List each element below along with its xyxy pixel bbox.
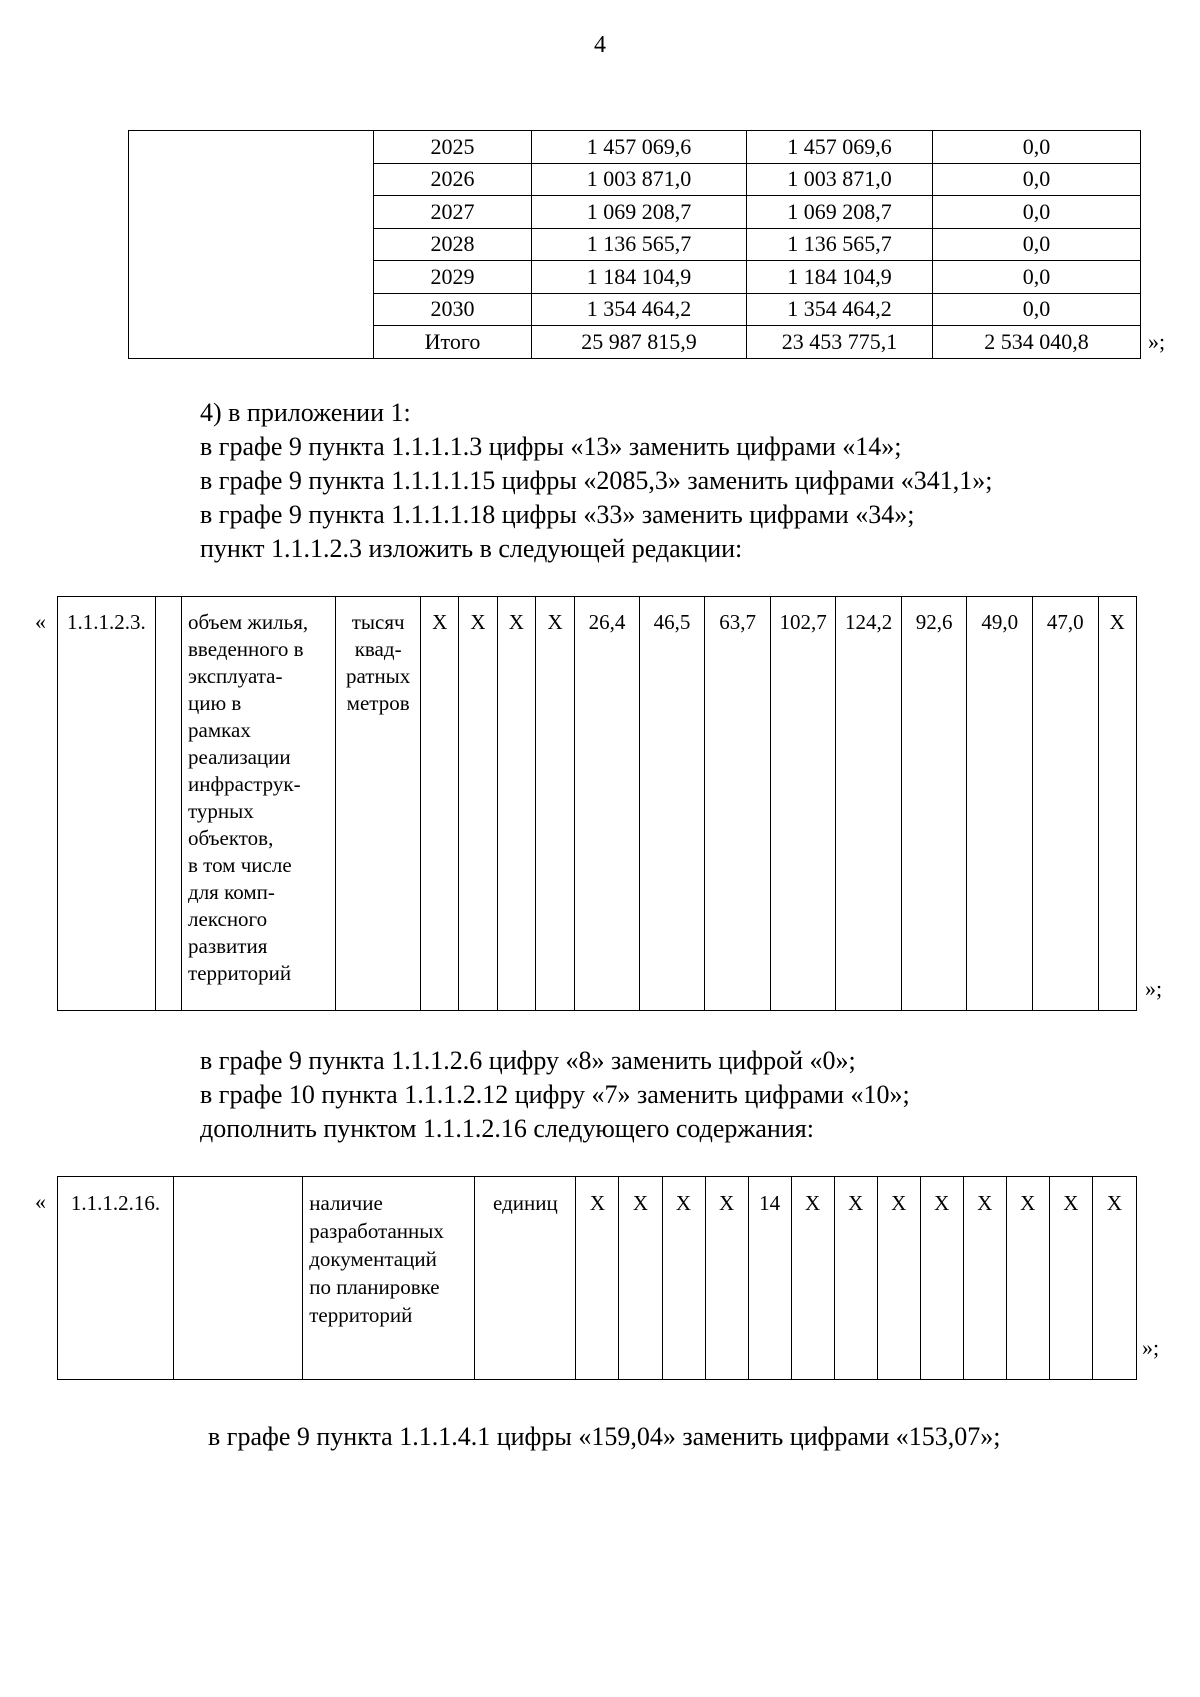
total-label-cell: Итого <box>374 326 532 359</box>
value-cell: 2 534 040,8 <box>933 326 1141 359</box>
item-table-2-closing-quote: »; <box>1142 1335 1160 1360</box>
amendment-line: в графе 9 пункта 1.1.1.4.1 цифры «159,04» заменить цифрами «153,07»; <box>208 1422 1001 1451</box>
value-cell: 63,7 <box>705 597 771 1011</box>
item-unit-cell: единиц <box>475 1177 576 1380</box>
value-cell: Х <box>791 1177 834 1380</box>
year-cell: 2029 <box>374 261 532 294</box>
amendment-line: в графе 9 пункта 1.1.1.1.3 цифры «13» заменить цифрами «14»; <box>200 432 902 461</box>
value-cell: Х <box>619 1177 662 1380</box>
value-cell: 1 003 871,0 <box>747 163 933 196</box>
value-cell: Х <box>920 1177 963 1380</box>
total-cell: 1 069 208,7 <box>532 196 747 229</box>
value-cell: 1 136 565,7 <box>747 228 933 261</box>
item-table-1-closing-quote: »; <box>1145 976 1163 1001</box>
value-cell: 46,5 <box>639 597 705 1011</box>
value-cell: Х <box>459 597 497 1011</box>
funding-table <box>128 130 1141 359</box>
open-quote: « <box>35 1189 46 1214</box>
total-cell: 1 354 464,2 <box>532 293 747 326</box>
table-row <box>58 597 1137 1011</box>
description-line: эксплуата- <box>188 664 283 688</box>
amendment-line: в графе 10 пункта 1.1.1.2.12 цифру «7» заменить цифрами «10»; <box>200 1080 910 1109</box>
value-cell: Х <box>576 1177 619 1380</box>
description-line: объем жилья, <box>188 610 309 634</box>
amendments-block-1 <box>0 396 1200 566</box>
total-cell: 25 987 815,9 <box>532 326 747 359</box>
amendment-line: в графе 9 пункта 1.1.1.1.18 цифры «33» заменить цифрами «34»; <box>200 500 915 529</box>
table-row <box>58 1177 1137 1380</box>
value-cell: Х <box>535 597 574 1011</box>
year-cell: 2026 <box>374 163 532 196</box>
value-cell: Х <box>497 597 535 1011</box>
value-cell: Х <box>963 1177 1006 1380</box>
value-cell: 92,6 <box>901 597 967 1011</box>
description-line: реализации <box>188 745 291 769</box>
value-cell: Х <box>421 597 459 1011</box>
value-cell: 0,0 <box>933 228 1141 261</box>
value-cell: Х <box>1006 1177 1049 1380</box>
amendment-line: 4) в приложении 1: <box>200 398 411 427</box>
item-unit-cell <box>336 597 421 1011</box>
item-description-cell <box>182 597 336 1011</box>
description-line: наличие <box>309 1191 383 1215</box>
page-number: 4 <box>594 32 606 58</box>
value-cell: 49,0 <box>967 597 1033 1011</box>
value-cell: 0,0 <box>933 163 1141 196</box>
value-cell: 1 069 208,7 <box>747 196 933 229</box>
value-cell: 47,0 <box>1032 597 1098 1011</box>
year-cell: 2030 <box>374 293 532 326</box>
value-cell: 14 <box>748 1177 791 1380</box>
description-line: объектов, <box>188 826 274 850</box>
total-cell: 1 184 104,9 <box>532 261 747 294</box>
value-cell: Х <box>834 1177 877 1380</box>
description-line: в том числе <box>188 853 292 877</box>
unit-line: метров <box>346 691 410 715</box>
year-cell: 2027 <box>374 196 532 229</box>
item-number-cell: 1.1.1.2.3. <box>58 597 156 1011</box>
value-cell: Х <box>877 1177 920 1380</box>
value-cell: 0,0 <box>933 196 1141 229</box>
empty-cell <box>174 1177 303 1380</box>
value-cell: Х <box>1092 1177 1136 1380</box>
value-cell: Х <box>705 1177 748 1380</box>
item-table-1-1-1-2-16 <box>57 1176 1137 1380</box>
total-cell: 1 136 565,7 <box>532 228 747 261</box>
amendment-line: в графе 9 пункта 1.1.1.2.6 цифру «8» заменить цифрой «0»; <box>200 1046 856 1075</box>
amendment-line: пункт 1.1.1.2.3 изложить в следующей редакции: <box>200 534 743 563</box>
value-cell: 102,7 <box>770 597 836 1011</box>
value-cell: Х <box>1049 1177 1092 1380</box>
value-cell: 0,0 <box>933 131 1141 164</box>
year-cell: 2025 <box>374 131 532 164</box>
value-cell: 124,2 <box>836 597 902 1011</box>
value-cell: Х <box>1098 597 1137 1011</box>
description-line: территорий <box>188 961 292 985</box>
year-cell: 2028 <box>374 228 532 261</box>
funding-table-closing-quote: »; <box>1148 329 1166 354</box>
description-line: введенного в <box>188 637 304 661</box>
description-line: цию в <box>188 691 242 715</box>
value-cell: 0,0 <box>933 261 1141 294</box>
value-cell: 1 457 069,6 <box>747 131 933 164</box>
open-quote: « <box>35 609 46 634</box>
description-line: по планировке <box>309 1275 440 1299</box>
amendments-block-2 <box>0 1044 1200 1146</box>
amendment-line: в графе 9 пункта 1.1.1.1.15 цифры «2085,3» заменить цифрами «341,1»; <box>200 466 993 495</box>
value-cell: Х <box>662 1177 705 1380</box>
description-line: рамках <box>188 718 251 742</box>
description-line: разработанных <box>309 1219 444 1243</box>
empty-cell <box>155 597 181 1011</box>
value-cell: 0,0 <box>933 293 1141 326</box>
description-line: развития <box>188 934 268 958</box>
item-table-1-1-1-2-3 <box>57 596 1137 1011</box>
description-line: инфраструк- <box>188 772 301 796</box>
total-cell: 1 003 871,0 <box>532 163 747 196</box>
description-line: турных <box>188 799 254 823</box>
value-cell: 1 354 464,2 <box>747 293 933 326</box>
description-line: лексного <box>188 907 268 931</box>
unit-line: квад- <box>354 637 402 661</box>
description-line: территорий <box>309 1303 413 1327</box>
blank-cell <box>129 131 374 359</box>
description-line: для комп- <box>188 880 275 904</box>
value-cell: 26,4 <box>575 597 640 1011</box>
unit-line: тысяч <box>351 610 405 634</box>
item-description-cell <box>303 1177 475 1380</box>
value-cell: 23 453 775,1 <box>747 326 933 359</box>
amendments-block-3 <box>0 1420 1200 1454</box>
table-row <box>129 131 1141 164</box>
description-line: документаций <box>309 1247 437 1271</box>
item-number-cell: 1.1.1.2.16. <box>58 1177 174 1380</box>
amendment-line: дополнить пунктом 1.1.1.2.16 следующего содержания: <box>200 1114 814 1143</box>
value-cell: 1 184 104,9 <box>747 261 933 294</box>
total-cell: 1 457 069,6 <box>532 131 747 164</box>
unit-line: ратных <box>345 664 411 688</box>
